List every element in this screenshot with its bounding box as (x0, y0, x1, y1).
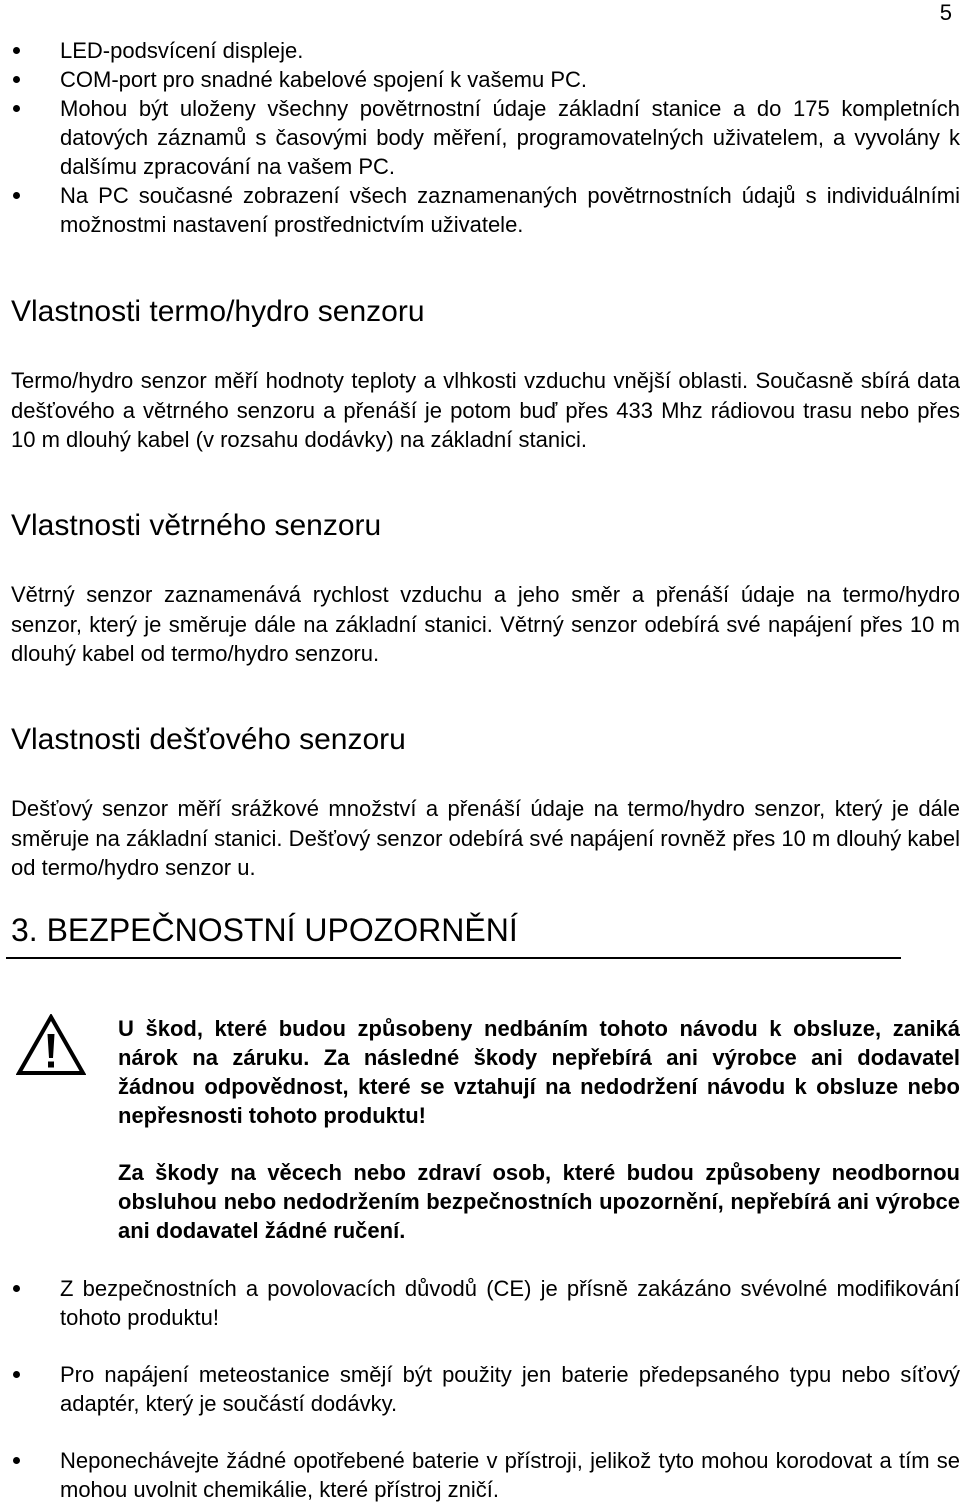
feature-list (0, 36, 960, 239)
section-heading-wind: Vlastnosti větrného senzoru (11, 509, 382, 542)
section-heading-thermo-hydro: Vlastnosti termo/hydro senzoru (11, 295, 425, 328)
bullet-icon (13, 47, 20, 54)
bullet-icon (13, 1371, 20, 1378)
safety-list (0, 1360, 960, 1418)
safety-list (0, 1446, 960, 1504)
safety-section-title: 3. BEZPEČNOSTNÍ UPOZORNĚNÍ (11, 912, 518, 948)
list-item: Neponechávejte žádné opotřebené baterie v přístroji, jelikož tyto mohou korodovat a tím se mohou uvolnit chemikálie, které přístroj zničí. (0, 1446, 960, 1504)
bullet-icon (13, 105, 20, 112)
section-text-wind: Větrný senzor zaznamenává rychlost vzduchu a jeho směr a přenáší údaje na termo/hydro senzor, který je směruje dále na základní stanici. Větrný senzor odebírá své napájení přes 10 m dlouhý kabel od termo/hydro senzoru. (11, 582, 960, 666)
list-item: Pro napájení meteostanice smějí být použity jen baterie předepsaného typu nebo síťový adaptér, který je součástí dodávky. (0, 1360, 960, 1418)
bullet-icon (13, 1457, 20, 1464)
section-divider (6, 957, 901, 959)
warning-warranty: U škod, které budou způsobeny nedbáním tohoto návodu k obsluze, zaniká nárok na záruku. Za následné škody nepřebírá ani výrobce ani dodavatel žádnou odpovědnost, které se vztahují na nedodržení návodu k obsluze nebo nepřesnosti tohoto produktu! (118, 1016, 960, 1128)
page-number: 5 (939, 0, 952, 25)
section-text-rain: Dešťový senzor měří srážkové množství a přenáší údaje na termo/hydro senzor, který je dále směruje na základní stanici. Dešťový senzor odebírá své napájení rovněž přes 10 m dlouhý kabel od termo/hydro senzor u. (11, 796, 960, 880)
list-item: Z bezpečnostních a povolovacích důvodů (CE) je přísně zakázáno svévolné modifikování tohoto produktu! (0, 1274, 960, 1332)
bullet-icon (13, 1285, 20, 1292)
bullet-icon (13, 192, 20, 199)
warning-triangle-icon (16, 1014, 86, 1076)
list-item: Mohou být uloženy všechny povětrnostní údaje základní stanice a do 175 kompletních datových záznamů s časovými body měření, programovatelných uživatelem, a vyvolány k dalšímu zpracování na vašem PC. (0, 94, 960, 181)
list-item: LED-podsvícení displeje. (0, 36, 960, 65)
safety-list (0, 1274, 960, 1332)
bullet-icon (13, 76, 20, 83)
section-heading-rain: Vlastnosti dešťového senzoru (11, 723, 406, 756)
list-item: COM-port pro snadné kabelové spojení k vašemu PC. (0, 65, 960, 94)
list-item: Na PC současné zobrazení všech zaznamenaných povětrnostních údajů s individuálními možnostmi nastavení prostřednictvím uživatele. (0, 181, 960, 239)
section-text-thermo-hydro: Termo/hydro senzor měří hodnoty teploty a vlhkosti vzduchu vnější oblasti. Současně sbírá data dešťového a větrného senzoru a přenáší je potom buď přes 433 Mhz rádiovou trasu nebo přes 10 m dlouhý kabel (v rozsahu dodávky) na základní stanici. (11, 368, 960, 452)
warning-liability: Za škody na věcech nebo zdraví osob, které budou způsobeny neodbornou obsluhou nebo nedodržením bezpečnostních upozornění, nepřebírá ani výrobce ani dodavatel žádné ručení. (118, 1160, 960, 1243)
